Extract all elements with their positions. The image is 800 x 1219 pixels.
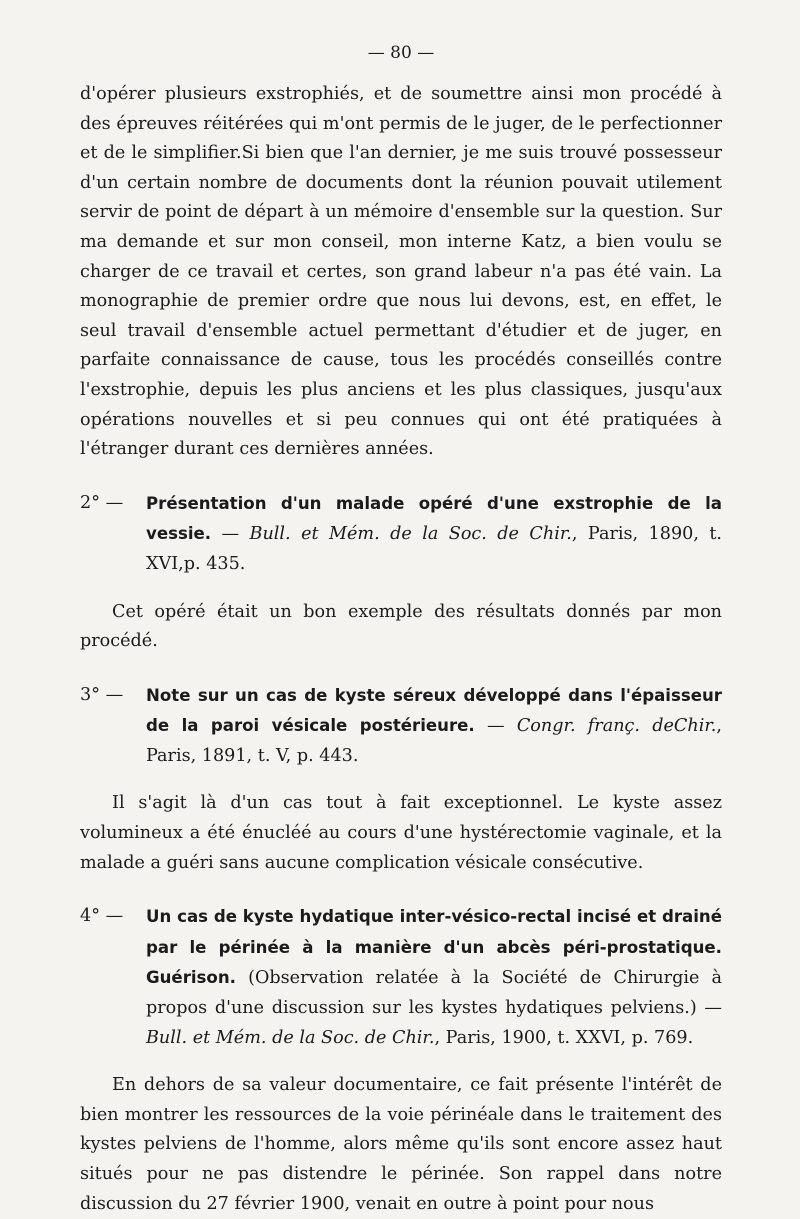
entry-comment: En dehors de sa valeur documentaire, ce fait présente l'intérêt de bien montrer les ressources de la voie périnéale dans le traitement des kystes pelviens de l'homme, alors même qu'ils sont encore assez haut situés pour ne pas distendre le périnée. Son rappel dans notre discussion du 27 février 1900, venait en outre à point pour nous	[80, 1075, 722, 1214]
entry-reference-details: , Paris, 1891, t. V, p. 443.	[146, 716, 722, 766]
entry-3	[80, 681, 722, 772]
entry-4	[80, 902, 722, 1053]
entry-reference-journal: Bull. et Mém. de la Soc. de Chir.	[249, 524, 572, 545]
entry-number: 4° —	[80, 906, 124, 927]
entry-comment: Cet opéré était un bon exemple des résultats donnés par mon procédé.	[80, 601, 722, 652]
entry-title: Un cas de kyste hydatique inter-vésico-rectal incisé et drainé par le périnée à la manière d'un abcès péri-prostatique. Guérison.	[146, 907, 722, 988]
entry-2	[80, 489, 722, 580]
entry-title: Présentation d'un malade opéré d'une exstrophie de la vessie.	[146, 493, 722, 544]
page-number: — 80 —	[367, 43, 435, 63]
entry-observation: (Observation relatée à la Société de Chirurgie à propos d'une discussion sur les kystes hydatiques pelviens.)	[146, 968, 722, 1019]
entry-number: 3° —	[80, 684, 124, 705]
entry-text	[146, 902, 722, 1053]
entry-reference-details: , Paris, 1890, t. XVI,p. 435.	[146, 524, 723, 574]
entry-reference-journal: Bull. et Mém. de la Soc. de Chir.	[146, 1027, 435, 1048]
intro-paragraph: d'opérer plusieurs exstrophiés, et de soumettre ainsi mon procédé à des épreuves réitérées qui m'ont permis de le juger, de le perfectionner et de le simplifier.Si bien que l'an dernier, je me suis trouvé possesseur d'un certain nombre de documents dont la réunion pouvait utilement servir de point de départ à un mémoire d'ensemble sur la question. Sur ma demande et sur mon conseil, mon interne Katz, a bien voulu se charger de ce travail et certes, son grand labeur n'a pas été vain. La monographie de premier ordre que nous lui devons, est, en effet, le seul travail d'ensemble actuel permettant d'étudier et de juger, en parfaite connaissance de cause, tous les procédés conseillés contre l'exstrophie, depuis les plus anciens et les plus classiques, jusqu'aux opérations nouvelles et si peu connues qui ont été pratiquées à l'étranger durant ces dernières années.	[80, 84, 722, 460]
entry-reference-journal: Congr. franç. deChir.	[516, 716, 717, 737]
entry-title: Note sur un cas de kyste séreux développé dans l'épaisseur de la paroi vésicale postérieure.	[146, 685, 722, 736]
entry-number: 2° —	[80, 492, 124, 513]
entry-text	[146, 489, 722, 580]
entry-comment: Il s'agit là d'un cas tout à fait exceptionnel. Le kyste assez volumineux a été énucléé au cours d'une hystérectomie vaginale, et la malade a guéri sans aucune complication vésicale consécutive.	[80, 793, 722, 873]
entry-separator: —	[696, 998, 723, 1019]
entry-reference-details: , Paris, 1900, t. XXVI, p. 769.	[434, 1027, 694, 1048]
entry-separator: —	[474, 716, 517, 737]
entry-separator: —	[211, 524, 250, 545]
entry-text	[146, 681, 722, 772]
